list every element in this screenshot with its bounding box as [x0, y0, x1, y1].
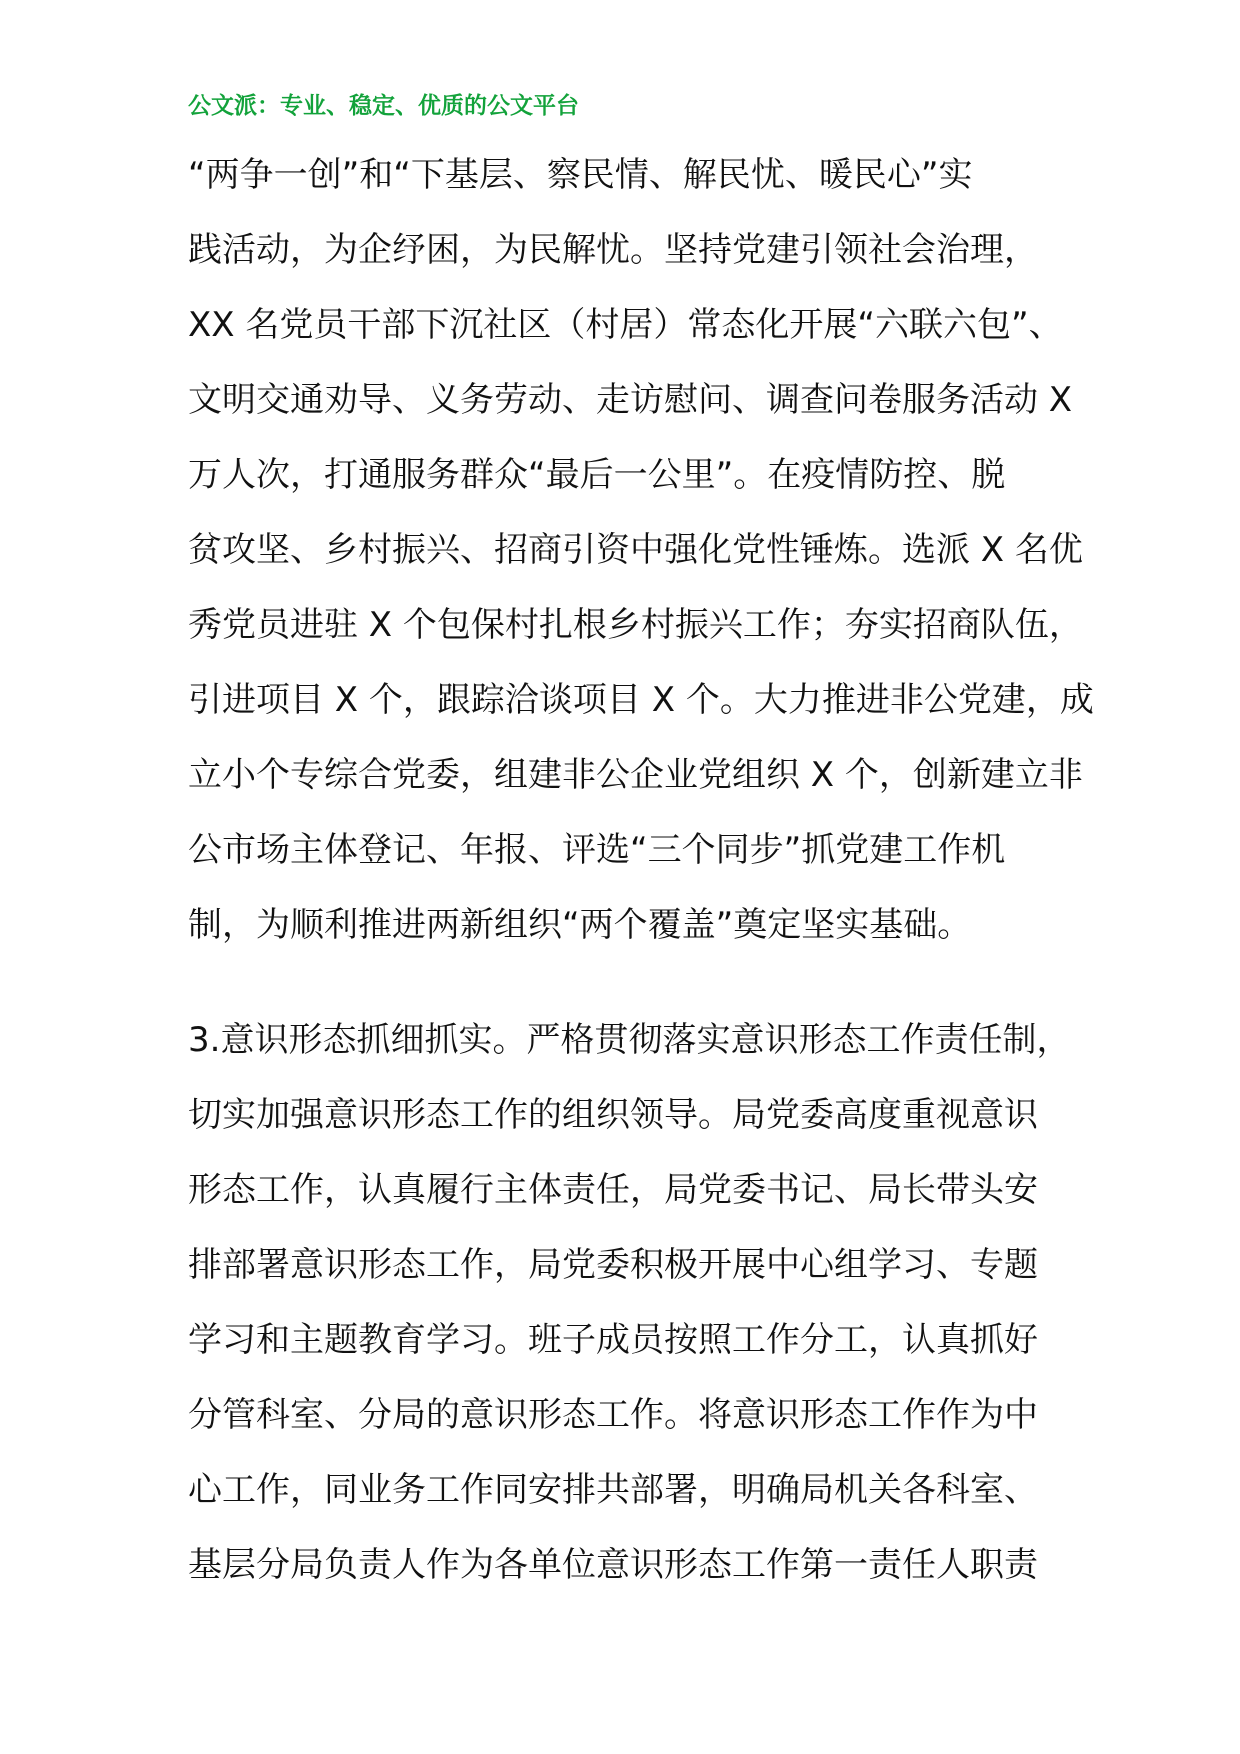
- text-line: 学习和主题教育学习。班子成员按照工作分工，认真抓好: [188, 1320, 1038, 1360]
- text-line: 立小个专综合党委，组建非公企业党组织 X 个，创新建立非: [188, 755, 1083, 795]
- text-line: 心工作，同业务工作同安排共部署，明确局机关各科室、: [188, 1470, 1038, 1510]
- text-line: 基层分局负责人作为各单位意识形态工作第一责任人职责: [188, 1545, 1038, 1585]
- text-line: 形态工作，认真履行主体责任，局党委书记、局长带头安: [188, 1170, 1038, 1210]
- paragraph-2: [188, 1003, 1088, 1603]
- text-line: 文明交通劝导、义务劳动、走访慰问、调查问卷服务活动 X: [188, 380, 1073, 420]
- text-line: 排部署意识形态工作，局党委积极开展中心组学习、专题: [188, 1245, 1038, 1285]
- text-line: 秀党员进驻 X 个包保村扎根乡村振兴工作；夯实招商队伍，: [188, 605, 1083, 645]
- page-header: 公文派：专业、稳定、优质的公文平台: [188, 92, 579, 119]
- text-line: 分管科室、分局的意识形态工作。将意识形态工作作为中: [188, 1395, 1038, 1435]
- text-line: 万人次，打通服务群众“最后一公里”。在疫情防控、脱: [188, 455, 1006, 495]
- text-line: 切实加强意识形态工作的组织领导。局党委高度重视意识: [188, 1095, 1038, 1135]
- text-line: 公市场主体登记、年报、评选“三个同步”抓党建工作机: [188, 830, 1006, 870]
- paragraph-1: [188, 138, 1094, 963]
- text-line: 3.意识形态抓细抓实。严格贯彻落实意识形态工作责任制，: [188, 1020, 1071, 1060]
- text-line: 引进项目 X 个，跟踪洽谈项目 X 个。大力推进非公党建，成: [188, 680, 1094, 720]
- text-line: 制，为顺利推进两新组织“两个覆盖”奠定坚实基础。: [188, 905, 972, 945]
- text-line: 践活动，为企纾困，为民解忧。坚持党建引领社会治理，: [188, 230, 1038, 270]
- text-line: “两争一创”和“下基层、察民情、解民忧、暖民心”实: [188, 155, 973, 195]
- text-line: 贫攻坚、乡村振兴、招商引资中强化党性锤炼。选派 X 名优: [188, 530, 1083, 570]
- text-line: XX 名党员干部下沉社区（村居）常态化开展“六联六包”、: [188, 305, 1063, 345]
